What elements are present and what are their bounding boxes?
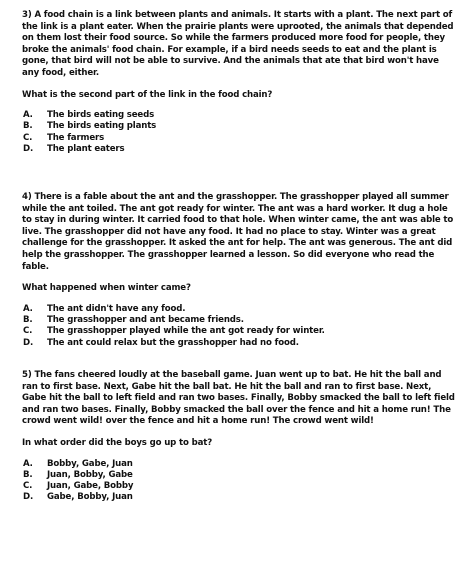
- question-4-option-b: [23, 315, 458, 326]
- question-4-option-a: [23, 304, 458, 315]
- question-5-prompt: In what order did the boys go up to bat?: [22, 437, 213, 448]
- option-letter: C.: [23, 132, 33, 143]
- question-4-prompt: What happened when winter came?: [22, 283, 191, 294]
- option-letter: B.: [23, 469, 33, 480]
- option-text: Juan, Gabe, Bobby: [47, 481, 134, 492]
- question-4: [22, 192, 458, 349]
- option-letter: D.: [23, 337, 34, 348]
- question-5-option-d: [23, 492, 458, 503]
- option-text: The farmers: [47, 132, 105, 143]
- option-text: The ant could relax but the grasshopper had no food.: [47, 337, 299, 348]
- option-text: The grasshopper played while the ant got ready for winter.: [47, 326, 325, 337]
- question-5-passage: 5) The fans cheered loudly at the baseball game. Juan went up to bat. He hit the ball and ran to first base. Next, Gabe hit the ball bat. He hit the ball and ran to first base. Next, Gabe hit the ball to left field and ran two bases. Finally, Bobby smacked the ball to left field and ran two bases. Finally, Bobby smacked the ball over the fence and hit a home run! The crowd went wild! over the fence and hit a home run! The crowd went wild!: [22, 370, 455, 427]
- option-letter: C.: [23, 481, 33, 492]
- question-3-option-a: [23, 110, 458, 121]
- question-4-options: [22, 304, 458, 349]
- option-letter: A.: [23, 110, 33, 121]
- question-3-option-d: [23, 144, 458, 155]
- question-3-prompt: What is the second part of the link in the food chain?: [22, 89, 273, 100]
- option-letter: A.: [23, 303, 33, 314]
- question-5-options: [22, 459, 458, 504]
- option-letter: C.: [23, 326, 33, 337]
- option-text: Juan, Bobby, Gabe: [47, 469, 133, 480]
- option-letter: D.: [23, 144, 34, 155]
- question-4-passage: 4) There is a fable about the ant and the grasshopper. The grasshopper played all summer while the ant toiled. The ant got ready for winter. The ant was a hard worker. It dug a hole to stay in during winter. It carried food to that hole. When winter came, the ant was able to live. The grasshopper did not have any food. It had no place to stay. Winter was a great challenge for the grasshopper. It asked the ant for help. The ant was generous. The ant did help the grasshopper. The grasshopper learned a lesson. So did everyone who read the fable.: [22, 192, 454, 272]
- option-text: The grasshopper and ant became friends.: [47, 315, 244, 326]
- question-4-option-d: [23, 338, 458, 349]
- question-3-options: [22, 110, 458, 155]
- question-3-option-b: [23, 121, 458, 132]
- option-text: Gabe, Bobby, Juan: [47, 492, 133, 503]
- question-3-passage: 3) A food chain is a link between plants and animals. It starts with a plant. The next part of the link is a plant eater. When the prairie plants were uprooted, the animals that depended on them lost their food source. So while the farmers produced more food for people, they broke the animals' food chain. For example, if a bird needs seeds to eat and the plant is gone, that bird will not be able to survive. And the animals that ate that bird won't have any food, either.: [22, 10, 454, 78]
- option-text: The ant didn't have any food.: [47, 303, 186, 314]
- option-text: The plant eaters: [47, 144, 125, 155]
- option-text: Bobby, Gabe, Juan: [47, 458, 133, 469]
- question-3: [22, 10, 458, 155]
- question-5-option-b: [23, 470, 458, 481]
- option-letter: A.: [23, 458, 33, 469]
- question-3-option-c: [23, 133, 458, 144]
- question-5-option-c: [23, 481, 458, 492]
- option-text: The birds eating seeds: [47, 110, 155, 121]
- option-letter: B.: [23, 315, 33, 326]
- option-letter: D.: [23, 492, 34, 503]
- question-5: [22, 370, 458, 504]
- question-4-option-c: [23, 326, 458, 337]
- option-letter: B.: [23, 121, 33, 132]
- option-text: The birds eating plants: [47, 121, 157, 132]
- question-5-option-a: [23, 459, 458, 470]
